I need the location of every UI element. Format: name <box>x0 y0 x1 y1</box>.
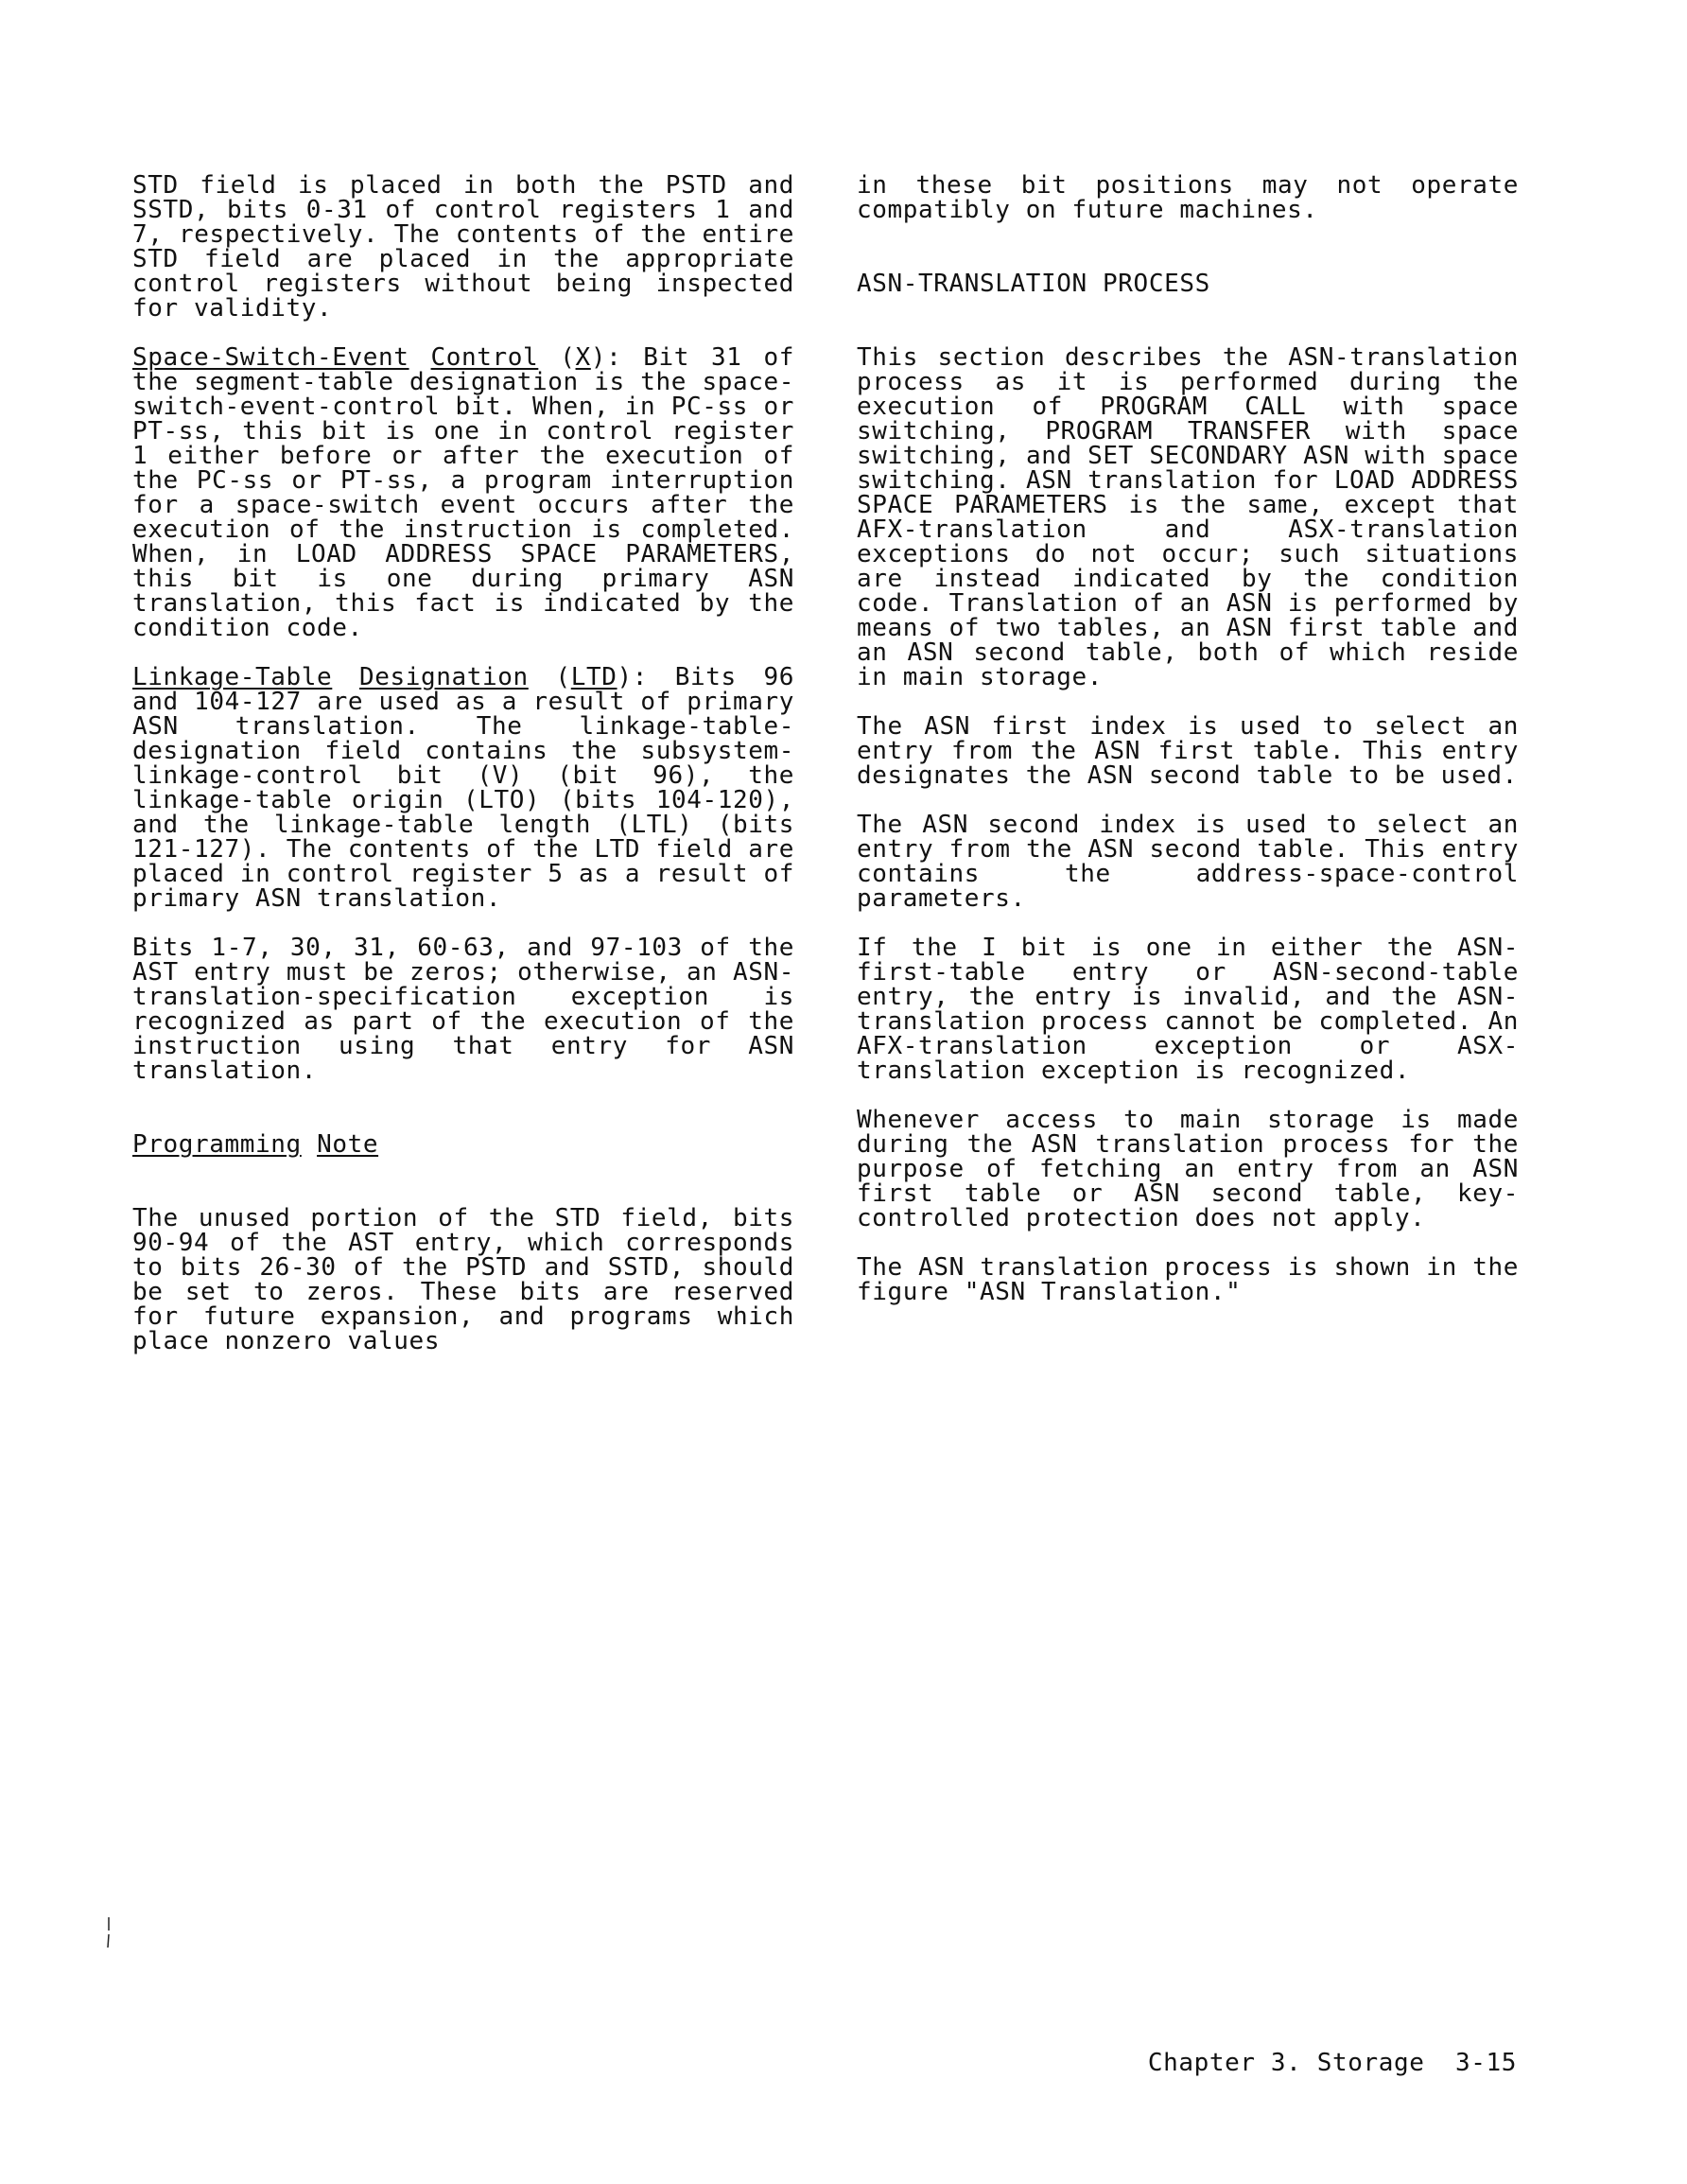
ltd-body: Bits 96 and 104-127 are used as a result of primary ASN translation. The linkage-table-designation field contains the subsystem-linkage-control bit (V) (bit 96), the linkage-table origin (LTO) (bits 104-120), and the linkage-table length (LTL) (bits 121-127). The contents of the LTD field are placed in control register 5 as a result of primary ASN translation. <box>132 663 794 913</box>
paragraph-bits-must-be-zeros: Bits 1-7, 30, 31, 60-63, and 97-103 of the AST entry must be zeros; otherwise, an ASN-translation-specification exception is recognized as part of the execution of the instruction using that entry for ASN translation. <box>132 934 794 1085</box>
term-symbol-ltd: LTD <box>570 663 617 691</box>
term-linkage-table: Linkage-Table <box>132 663 333 691</box>
paragraph-whenever: Whenever access to main storage is made during the ASN translation process for the purpose of fetching an entry from an ASN first table or ASN second table, key-controlled protection does not apply. <box>857 1106 1519 1232</box>
paragraph-unused-portion: The unused portion of the STD field, bits 90-94 of the AST entry, which corresponds to bits 26-30 of the PSTD and SSTD, should be set to zeros. These bits are reserved for future expansion, and programs which place nonzero values <box>132 1204 794 1355</box>
term-control: Control <box>430 343 539 372</box>
page-footer <box>1120 2051 1517 2075</box>
sse-body: Bit 31 of the segment-table designation is the space-switch-event-control bit. When, in PC-ss or PT-ss, this bit is one in control register 1 either before or after the execution of the PC-ss or PT-ss, a program interruption for a space-switch event occurs after the execution of the instruction is completed. When, in LOAD ADDRESS SPACE PARAMETERS, this bit is one during primary ASN translation, this fact is indicated by the condition code. <box>132 343 794 642</box>
paragraph-space-switch-event-control <box>132 345 794 640</box>
footer-chapter: Chapter 3. Storage <box>1147 2049 1425 2077</box>
paragraph-i-bit: If the I bit is one in either the ASN-first-table entry or ASN-second-table entry, the entry is invalid, and the ASN-translation process cannot be completed. An AFX-translation exception or ASX-translation exception is recognized. <box>857 934 1519 1085</box>
section-heading: ASN-TRANSLATION PROCESS <box>857 270 1210 298</box>
programming-note-word-1: Programming <box>132 1130 302 1159</box>
footer-page-number: 3-15 <box>1454 2049 1517 2077</box>
right-column <box>857 173 1519 1329</box>
paragraph-std-field: STD field is placed in both the PSTD and SSTD, bits 0-31 of control registers 1 and 7, respectively. The contents of the entire STD field are placed in the appropriate control registers without being inspected for validity. <box>132 171 794 323</box>
term-close: ): <box>590 343 622 372</box>
paragraph-second-index: The ASN second index is used to select an entry from the ASN second table. This entry contains the address-space-control parameters. <box>857 811 1519 913</box>
term-symbol-x: X <box>575 343 591 372</box>
programming-note-heading <box>132 1132 794 1157</box>
paragraph-first-index: The ASN first index is used to select an entry from the ASN first table. This entry designates the ASN second table to be used. <box>857 712 1519 790</box>
term-space-switch-event: Space-Switch-Event <box>132 343 409 372</box>
paragraph-linkage-table-designation <box>132 665 794 911</box>
paragraph-section-describes: This section describes the ASN-translation process as it is performed during the execution of PROGRAM CALL with space switching, PROGRAM TRANSFER with space switching, and SET SECONDARY ASN with space switching. ASN translation for LOAD ADDRESS SPACE PARAMETERS is the same, except that AFX-translation and ASX-translation exceptions do not occur; such situations are instead indicated by the condition code. Translation of an ASN is performed by means of two tables, an ASN first table and an ASN second table, both of which reside in main storage. <box>857 343 1519 691</box>
paragraph-continued: in these bit positions may not operate compatibly on future machines. <box>857 171 1519 224</box>
margin-revision-mark <box>107 1917 111 1948</box>
term-close: ): <box>617 663 649 691</box>
term-open-paren: ( <box>560 343 576 372</box>
left-column <box>132 173 794 1378</box>
term-open-paren: ( <box>555 663 571 691</box>
paragraph-process-shown: The ASN translation process is shown in the figure "ASN Translation." <box>857 1253 1519 1306</box>
term-designation: Designation <box>359 663 529 691</box>
programming-note-word-2: Note <box>317 1130 379 1159</box>
